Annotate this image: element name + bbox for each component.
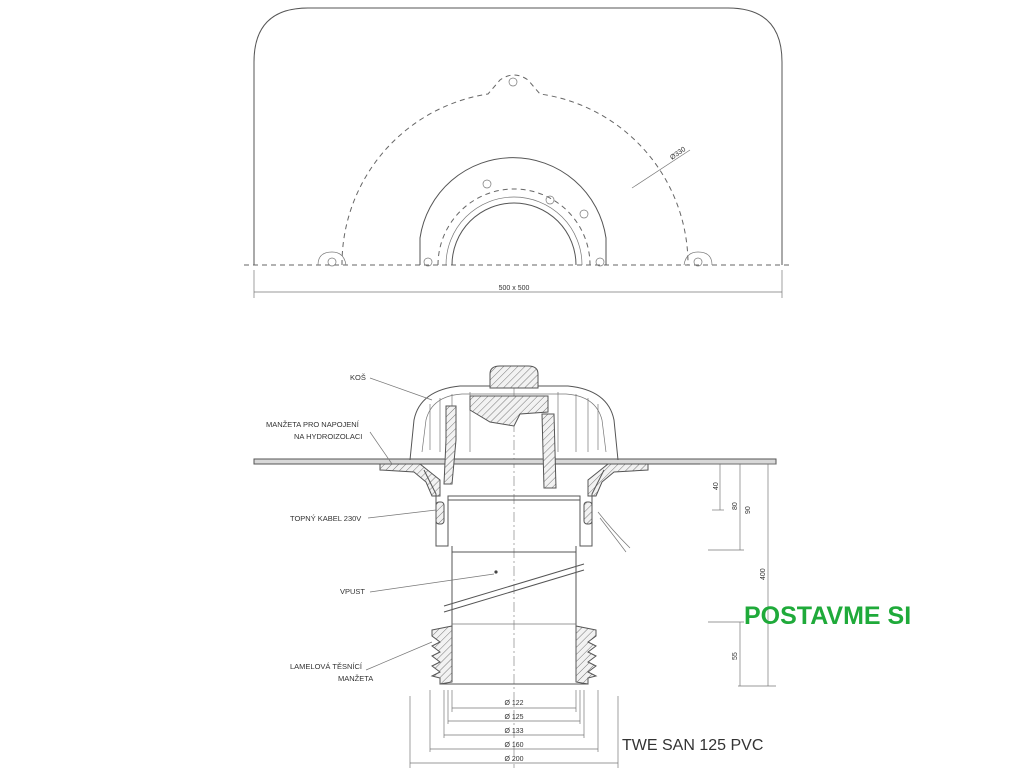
- dim-400: 400: [760, 568, 767, 580]
- label-manzeta-2: NA HYDROIZOLACI: [294, 432, 363, 441]
- leader-kos: [370, 378, 432, 400]
- basket-rod-right: [542, 414, 556, 488]
- leader-kabel: [368, 510, 436, 518]
- label-manzeta-1: MANŽETA PRO NAPOJENÍ: [266, 420, 359, 429]
- dim-55: 55: [732, 652, 739, 660]
- dim-d125: Ø 125: [504, 714, 524, 721]
- dim-80: 80: [732, 502, 739, 510]
- drain-flange-left: [380, 464, 440, 496]
- basket-rod-left: [444, 406, 456, 484]
- leader-lamelova: [366, 642, 432, 670]
- top-plate-outline: [254, 8, 782, 265]
- section-view: [254, 366, 776, 768]
- label-lamelova-2: MANŽETA: [338, 674, 374, 683]
- dim-d160: Ø 160: [504, 742, 524, 749]
- dim-40: 40: [713, 482, 720, 490]
- flange-bolt-3: [580, 210, 588, 218]
- flange-bolt-1: [483, 180, 491, 188]
- top-view: [244, 8, 790, 298]
- label-lamelova-1: LAMELOVÁ TĚSNÍCÍ: [290, 662, 362, 671]
- dim-90: 90: [745, 506, 752, 514]
- cable-wires: [598, 512, 630, 552]
- diameter-label: Ø330: [669, 146, 688, 162]
- basket-hub: [470, 396, 548, 426]
- base-hole-left: [328, 258, 336, 266]
- flange-bolt-2: [546, 196, 554, 204]
- roof-membrane: [254, 459, 776, 464]
- width-dim-label: 500 x 500: [498, 285, 530, 292]
- dim-d200: Ø 200: [504, 756, 524, 763]
- lamella-seal-left: [432, 626, 452, 684]
- label-kos: KOŠ: [350, 373, 366, 382]
- heating-cable-left: [436, 502, 444, 524]
- top-hole: [509, 78, 517, 86]
- brand-logo: POSTAVME SI: [744, 602, 912, 630]
- label-kabel: TOPNÝ KABEL 230V: [290, 514, 362, 523]
- basket-outline: [342, 75, 688, 265]
- dim-d122: Ø 122: [504, 700, 524, 707]
- flange-ring-2: [446, 197, 582, 265]
- vpust-point: [494, 570, 497, 573]
- label-vpust: VPUST: [340, 587, 366, 596]
- flange-dashed-ring: [438, 189, 590, 265]
- product-title: TWE SAN 125 PVC: [622, 737, 764, 754]
- basket-knob: [490, 366, 538, 388]
- dim-d133: Ø 133: [504, 728, 524, 735]
- drain-flange-right: [588, 464, 648, 496]
- leader-vpust: [370, 574, 494, 592]
- heating-cable-right: [584, 502, 592, 524]
- lamella-seal-right: [576, 626, 596, 684]
